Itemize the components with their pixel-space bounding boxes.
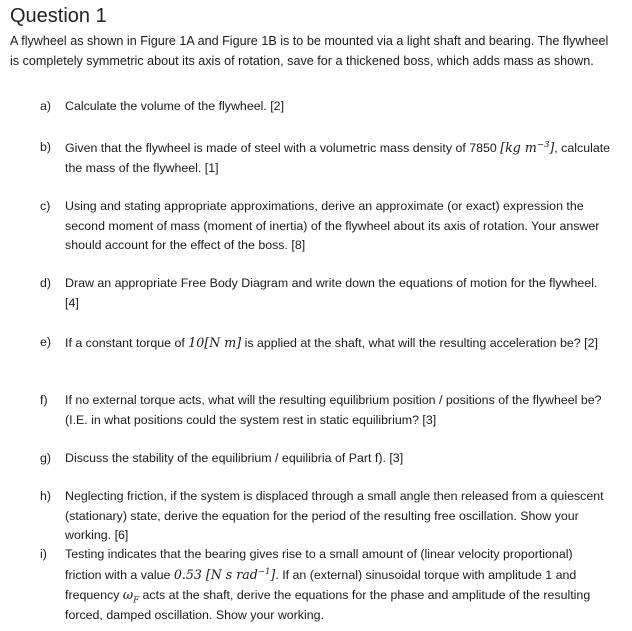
part-b-label: b) bbox=[40, 140, 52, 154]
part-a bbox=[40, 97, 612, 117]
part-a-label: a) bbox=[40, 99, 52, 113]
part-g-label: g) bbox=[40, 451, 52, 465]
part-c-text: Using and stating appropriate approximations, derive an approximate (or exact) expression the second moment of mass (moment of inertia) of the flywheel about its axis of rotation. Your answer should account for the effect of the boss. [8] bbox=[65, 199, 600, 252]
question-intro: A flywheel as shown in Figure 1A and Figure 1B is to be mounted via a light shaft and bearing. The flywheel is completely symmetric about its axis of rotation, save for a thickened boss, which adds mass as shown. bbox=[10, 34, 609, 68]
density-units: [kg $m^{-3}$] bbox=[500, 139, 555, 155]
omega-f: $\omega_F$ bbox=[122, 587, 140, 606]
part-i-label: i) bbox=[40, 547, 47, 561]
part-d-label: d) bbox=[40, 276, 52, 290]
part-h-label: h) bbox=[40, 489, 52, 503]
part-b bbox=[40, 138, 612, 178]
part-e-text: If a constant torque of 10[N m] is applied at the shaft, what will the resulting acceleration be? [2] bbox=[65, 335, 598, 350]
part-f-text: If no external torque acts, what will the resulting equilibrium position / positions of the flywheel be? (I.E. in what positions could the system rest in static equilibrium? [3] bbox=[65, 393, 602, 427]
part-f bbox=[40, 391, 612, 430]
part-c bbox=[40, 197, 612, 256]
part-d bbox=[40, 274, 612, 313]
part-f-label: f) bbox=[40, 393, 48, 407]
friction-value: 0.53 [N s rad$^{-1}$] bbox=[173, 566, 276, 582]
part-g bbox=[40, 449, 612, 469]
part-b-text: Given that the flywheel is made of steel with a volumetric mass density of 7850 [kg $m^{-3}$], calculate the mass of the flywheel. [1] bbox=[65, 139, 611, 175]
part-i bbox=[40, 545, 612, 625]
part-h-text: Neglecting friction, if the system is displaced through a small angle then released from a quiescent (stationary) state, derive the equation for the period of the resulting free oscillation. Show your working. [6] bbox=[65, 489, 604, 542]
part-d-text: Draw an appropriate Free Body Diagram and write down the equations of motion for the flywheel. [4] bbox=[65, 276, 598, 310]
torque-value: 10[N m] bbox=[188, 335, 242, 350]
part-g-text: Discuss the stability of the equilibrium / equilibria of Part f). [3] bbox=[65, 451, 404, 465]
part-e-label: e) bbox=[40, 335, 52, 349]
part-c-label: c) bbox=[40, 199, 51, 213]
part-e bbox=[40, 333, 612, 354]
question-title: Question 1 bbox=[10, 5, 107, 27]
part-h bbox=[40, 487, 612, 546]
part-a-text: Calculate the volume of the flywheel. [2] bbox=[65, 99, 285, 113]
part-i-text: Testing indicates that the bearing gives rise to a small amount of (linear velocity proportional) friction with a value 0.53 [N s rad$^{-1}$]. If an (external) sinusoidal torque with amplitude 1 and frequency $\omega_F$ acts at the shaft, derive the equations for the phase and amplitude of the resulting forced, damped oscillation. Show your working. bbox=[65, 547, 591, 622]
